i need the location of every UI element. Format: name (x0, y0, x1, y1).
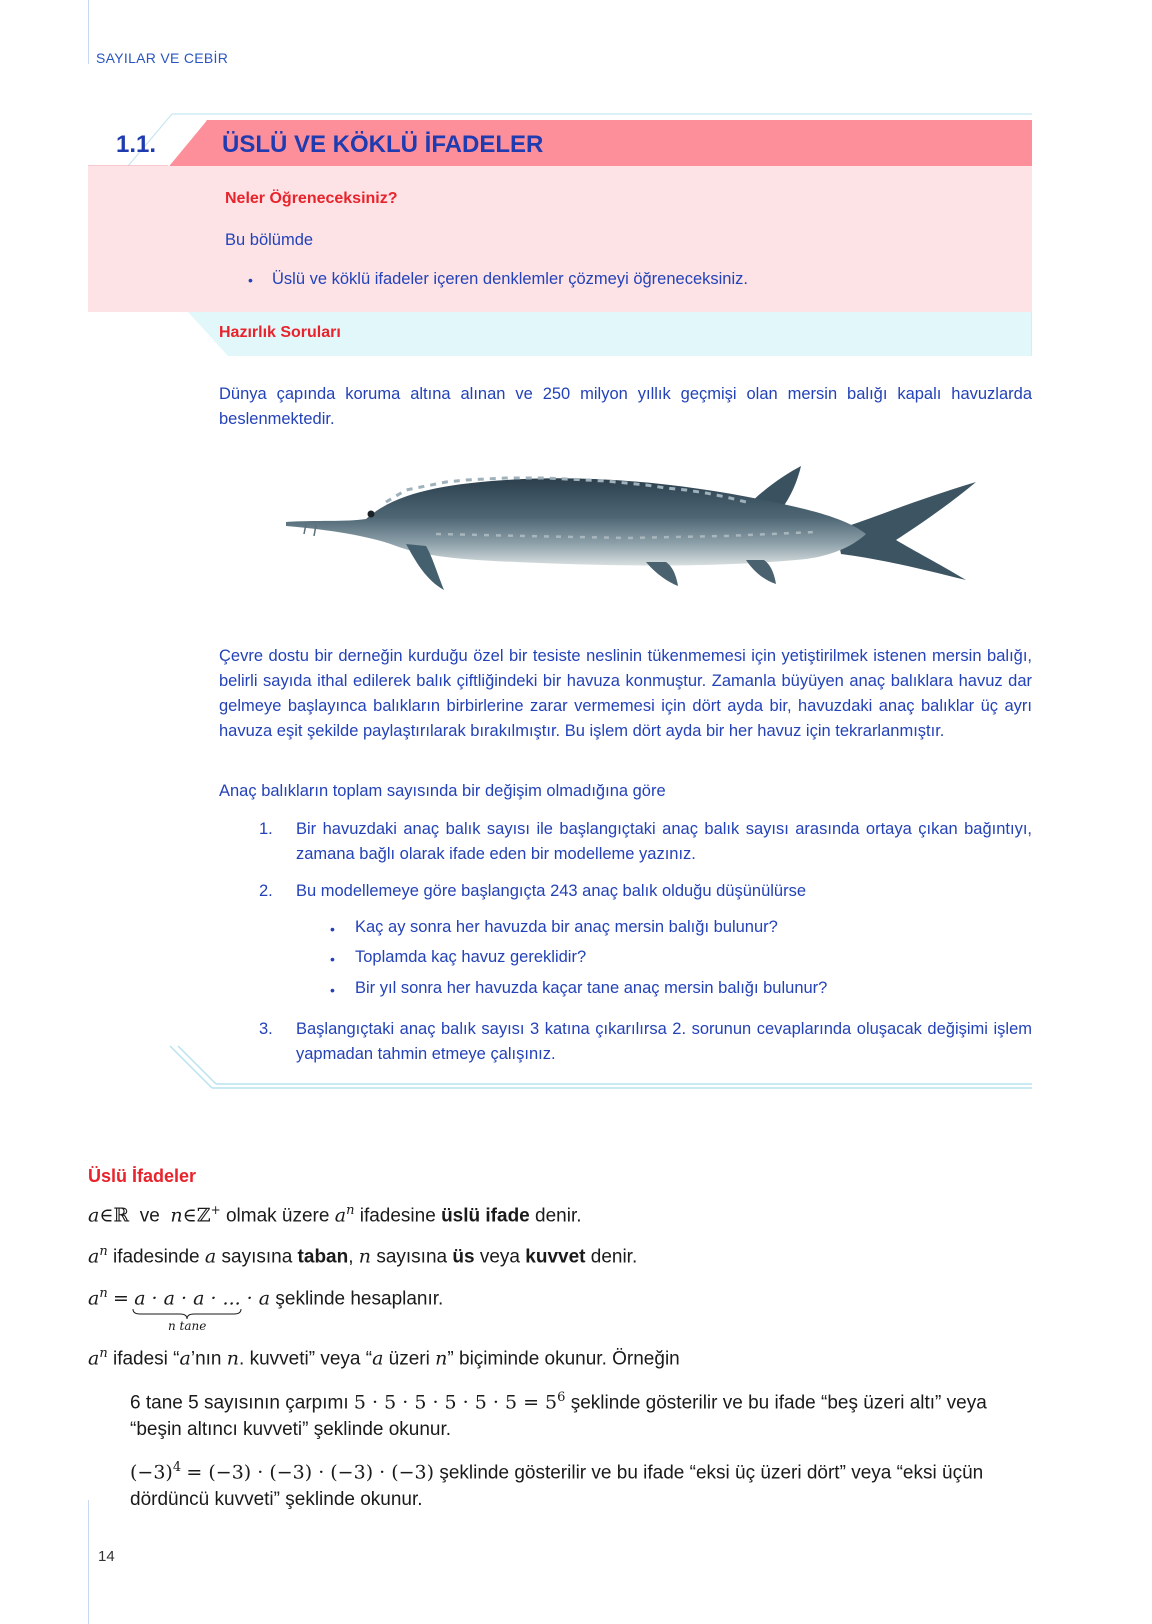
var-a: a (372, 1347, 384, 1370)
question-2-bullet-1: Kaç ay sonra her havuzda bir anaç mersin balığı bulunur? (355, 918, 778, 936)
prep-paragraph-2: Çevre dostu bir derneğin kurduğu özel bir tesiste neslinin tükenmemesi için yetiştirilmek istenen mersin balığı, belirli sayıda ithal edilerek balık çiftliğindeki bir havuza konmuştur. Zamanla büyüyen anaç balıklara havuz dar gelmeye başlayınca balıkların birbirlerine zarar vermemesi için dört ayda bir, havuzdaki anaç balıklar üç ayrı havuza eşit şekilde paylaştırılarak bırakılmıştır. Bu işlem dört ayda bir her havuz için tekrarlanmıştır. (219, 647, 1032, 740)
positive-superscript: + (210, 1203, 221, 1217)
question-3-number: 3. (259, 1020, 273, 1038)
text-kuvveti-veya: . kuvveti” veya “ (239, 1348, 373, 1370)
margin-line-top (88, 0, 89, 64)
equals-sign: = (112, 1287, 129, 1310)
var-n-exponent: n (99, 1244, 108, 1259)
question-2-text: Bu modellemeye göre başlangıçta 243 anaç balık olduğu düşünülürse (296, 882, 807, 900)
text-ifadesi: ifadesi “ (112, 1348, 180, 1370)
definition-line-3 (88, 1286, 443, 1310)
example-2-exponent: 4 (172, 1460, 182, 1475)
example-1-expression: 5 · 5 · 5 · 5 · 5 · 5 = 5 (353, 1391, 558, 1414)
example-1-exponent: 6 (557, 1390, 566, 1405)
definition-line-1 (88, 1203, 582, 1227)
text-sayisina: sayısına (221, 1246, 293, 1268)
question-2-bullet-3: Bir yıl sonra her havuzda kaçar tane anaç mersin balığı bulunur? (355, 979, 828, 997)
text-veya: veya (479, 1246, 520, 1268)
example-1-prefix: 6 tane 5 sayısının çarpımı (130, 1392, 349, 1414)
page-title: ÜSLÜ VE KÖKLÜ İFADELER (222, 131, 544, 158)
bullet-icon: • (330, 982, 335, 998)
var-a: a (88, 1204, 100, 1227)
var-a: a (88, 1287, 100, 1310)
element-of-symbol: ∈ (182, 1204, 197, 1227)
question-1-number: 1. (259, 820, 273, 838)
bullet-icon: • (330, 921, 335, 937)
text-olmak: olmak üzere (225, 1205, 330, 1227)
element-of-symbol: ∈ (99, 1204, 114, 1227)
example-2-line-2: dördüncü kuvveti” şeklinde okunur. (130, 1489, 423, 1510)
prep-paragraph-3: Anaç balıkların toplam sayısında bir değişim olmadığına göre (219, 782, 666, 800)
prep-paragraph-1: Dünya çapında koruma altına alınan ve 250 milyon yıllık geçmişi olan mersin balığı kapalı havuzlarda beslenmektedir. (219, 385, 1032, 428)
definition-line-2 (88, 1244, 637, 1268)
comma: , (348, 1246, 354, 1268)
term-kuvvet: kuvvet (525, 1246, 586, 1268)
var-n: n (170, 1204, 183, 1227)
var-n: n (226, 1347, 240, 1370)
term-uslu-ifade: üslü ifade (441, 1205, 530, 1227)
example-2-suffix: şeklinde gösterilir ve bu ifade “eksi üç üzeri dört” veya “eksi üçün (439, 1462, 984, 1484)
term-taban: taban (297, 1246, 349, 1268)
real-numbers-symbol: ℝ (113, 1204, 130, 1227)
prep-heading: Hazırlık Soruları (219, 324, 341, 341)
page-number: 14 (98, 1548, 115, 1565)
var-n-exponent: n (346, 1203, 355, 1218)
question-1-text: Bir havuzdaki anaç balık sayısı ile başlangıçtaki anaç balık sayısı arasında ortaya çıkan bağıntıyı, zamana bağlı olarak ifade eden bir modelleme yazınız. (296, 820, 1032, 863)
text-ifadesine: ifadesine (359, 1205, 436, 1227)
question-2-number: 2. (259, 882, 273, 900)
underbrace-label: n tane (168, 1319, 207, 1333)
example-2-line-1 (130, 1460, 1032, 1484)
question-2-bullet-2: Toplamda kaç havuz gereklidir? (355, 948, 587, 966)
text-denir: denir. (535, 1205, 582, 1227)
text-denir: denir. (590, 1246, 638, 1268)
product-expression: a · a · a · ... · a (134, 1287, 271, 1310)
text-uzeri: üzeri (388, 1348, 430, 1370)
title-number: 1.1. (116, 131, 157, 158)
learn-heading: Neler Öğreneceksiniz? (225, 190, 398, 207)
var-a: a (334, 1204, 347, 1227)
var-a: a (179, 1347, 191, 1370)
var-n: n (358, 1245, 372, 1268)
section-label: SAYILAR VE CEBİR (96, 50, 229, 66)
term-us: üs (452, 1246, 475, 1268)
bullet-icon: • (248, 272, 253, 288)
var-a: a (204, 1245, 217, 1268)
text-ifadesinde: ifadesinde (112, 1246, 200, 1268)
example-2-expansion: = (−3) · (−3) · (−3) · (−3) (186, 1461, 435, 1484)
text-seklinde-hesaplanir: şeklinde hesaplanır. (275, 1288, 444, 1310)
example-2-base: (−3) (130, 1461, 173, 1484)
learn-intro: Bu bölümde (225, 231, 314, 249)
var-n: n (435, 1347, 448, 1370)
text-bicimde-okunur: ” biçiminde okunur. Örneğin (447, 1348, 680, 1370)
var-a: a (88, 1347, 100, 1370)
question-3-text: Başlangıçtaki anaç balık sayısı 3 katına çıkarılırsa 2. sorunun cevaplarında oluşacak değişimi işlem yapmadan tahmin etmeye çalışınız. (296, 1020, 1032, 1063)
example-1-line-2: “beşin altıncı kuvveti” şeklinde okunur. (130, 1419, 452, 1440)
learn-bullet: Üslü ve köklü ifadeler içeren denklemler çözmeyi öğreneceksiniz. (272, 270, 748, 288)
text-ve: ve (139, 1205, 160, 1227)
sturgeon-fish-image (276, 462, 986, 612)
example-1-suffix: şeklinde gösterilir ve bu ifade “beş üzeri altı” veya (570, 1392, 987, 1414)
text-nin: ’nın (190, 1348, 222, 1370)
definition-line-4 (88, 1346, 680, 1370)
example-1-line-1 (130, 1390, 1032, 1414)
margin-line-bottom (88, 1500, 89, 1624)
integers-symbol: ℤ (196, 1204, 211, 1227)
text-sayisina: sayısına (376, 1246, 448, 1268)
prep-box-bottom-border (168, 1044, 1034, 1096)
var-n-exponent: n (99, 1346, 108, 1361)
var-a: a (88, 1245, 100, 1268)
bullet-icon: • (330, 951, 335, 967)
uslu-heading: Üslü İfadeler (88, 1166, 197, 1186)
var-n-exponent: n (99, 1286, 108, 1301)
